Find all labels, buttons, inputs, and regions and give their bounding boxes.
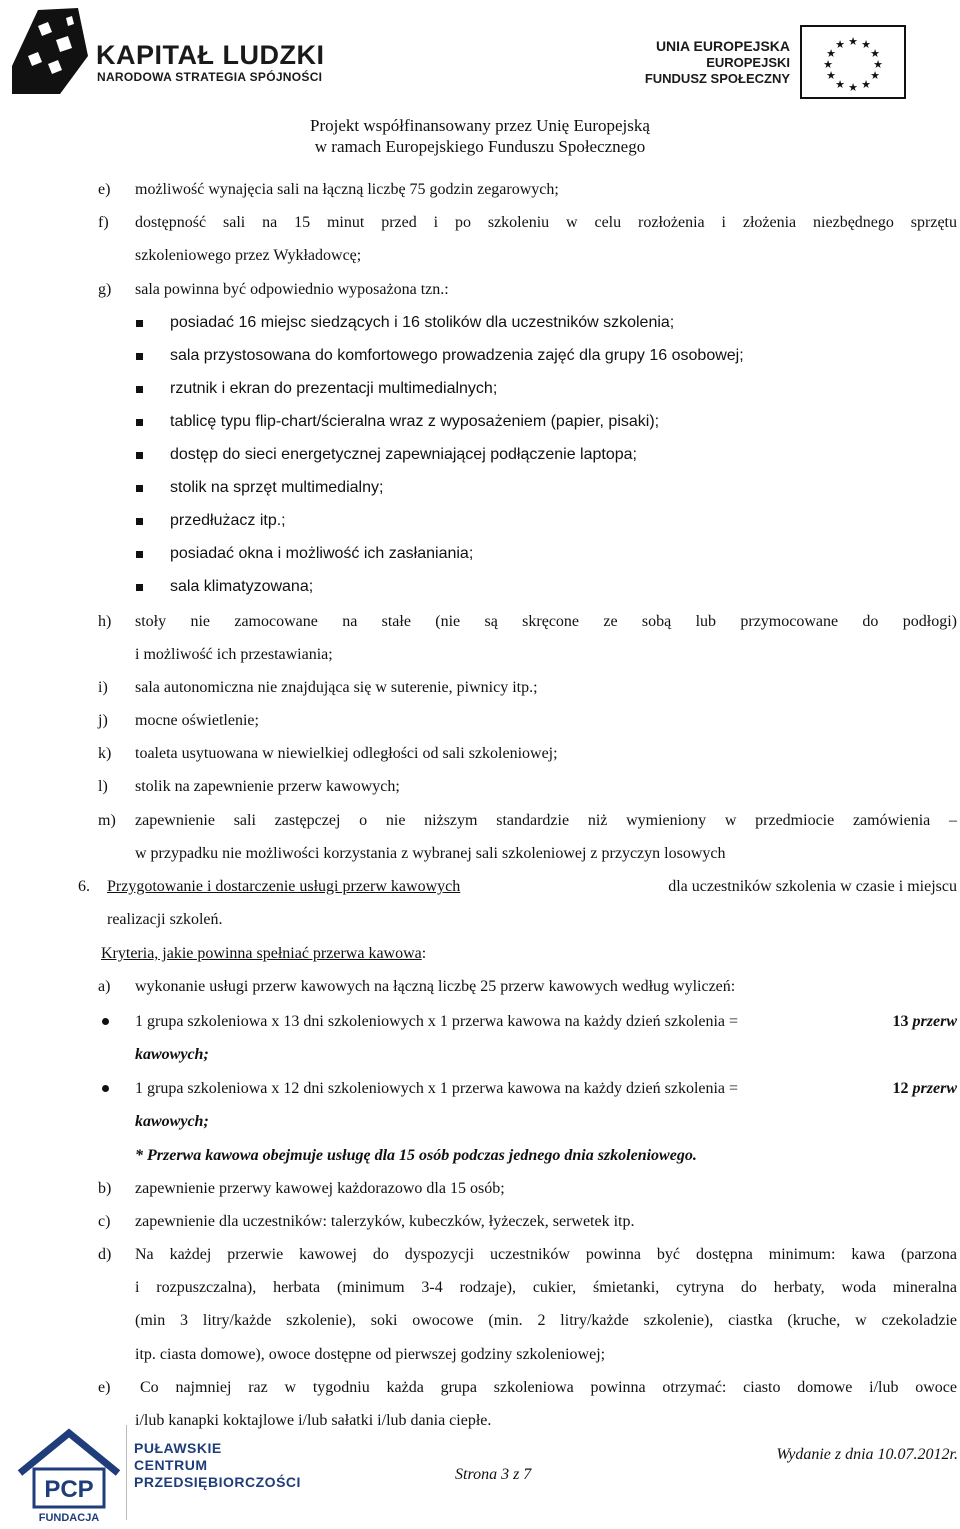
svg-text:★: ★ [870,69,880,82]
square-bullet-icon [136,584,143,591]
svg-text:★: ★ [848,81,858,94]
s6-item-c-text: zapewnienie dla uczestników: talerzyków, kubeczków, łyżeczek, serwetek itp. [135,1213,635,1230]
svg-text:★: ★ [826,69,836,82]
bullet2-text: 1 grupa szkoleniowa x 12 dni szkoleniowych x 1 przerwa kawowa na każdy dzień szkolenia = [135,1080,739,1097]
svg-text:★: ★ [826,47,836,60]
section-6-title-line2: realizacji szkoleń. [107,911,223,928]
s6-item-b-text: zapewnienie przerwy kawowej każdorazowo dla 15 osób; [135,1180,505,1197]
eu-flag-icon [800,25,906,99]
pcp-name-line2: CENTRUM [134,1457,208,1473]
list-item: sala przystosowana do komfortowego prowadzenia zajęć dla grupy 16 osobowej; [170,347,744,364]
bullet2-line2: kawowych; [135,1113,209,1130]
ue-label-line3: FUNDUSZ SPOŁECZNY [644,71,790,86]
s6-item-c-label: c) [98,1213,111,1230]
coffee-break-note: * Przerwa kawowa obejmuje usługę dla 15 osób podczas jednego dnia szkoleniowego. [135,1147,697,1164]
pcp-name-line3: PRZEDSIĘBIORCZOŚCI [134,1474,301,1490]
square-bullet-icon [136,452,143,459]
item-f-text-line1: dostępność sali na 15 minut przed i po szkoleniu w celu rozłożenia i złożenia niezbędnego sprzętu [135,214,957,231]
item-k-text: toaleta usytuowana w niewielkiej odległości od sali szkoleniowej; [135,745,558,762]
criteria-heading [101,944,426,964]
svg-text:★: ★ [870,47,880,60]
item-f-text-line2: szkoleniowego przez Wykładowcę; [135,247,362,264]
svg-text:★: ★ [848,35,858,48]
bullet1-count: 13 [892,1013,909,1030]
bullet1-line2: kawowych; [135,1046,209,1063]
item-m-label: m) [98,812,116,829]
list-item: sala klimatyzowana; [170,578,314,595]
s6-item-e-line2: i/lub kanapki koktajlowe i/lub sałatki i/lub dania ciepłe. [135,1412,492,1429]
square-bullet-icon [136,518,143,525]
item-e-text: możliwość wynajęcia sali na łączną liczbę 75 godzin zegarowych; [135,181,559,198]
s6-item-a-label: a) [98,978,111,995]
pcp-logo-sub: FUNDACJA [38,1512,100,1524]
item-j-label: j) [98,712,108,729]
item-m-text-line2: w przypadku nie możliwości korzystania z wybranej sali szkoleniowej z przyczyn losowych [135,845,726,862]
ue-label-line1: UNIA EUROPEJSKA [655,38,790,54]
bullet2-unit: przerw [912,1080,957,1097]
s6-item-b-label: b) [98,1180,112,1197]
pcp-name [134,1440,301,1491]
square-bullet-icon [136,485,143,492]
list-item: rzutnik i ekran do prezentacji multimedialnych; [170,380,498,397]
s6-item-d-label: d) [98,1246,112,1263]
kapital-ludzki-title: KAPITAŁ LUDZKI [96,40,325,70]
square-bullet-icon [136,419,143,426]
list-item: tablicę typu flip-chart/ścieralna wraz z wyposażeniem (papier, pisaki); [170,413,660,430]
item-j-text: mocne oświetlenie; [135,712,259,729]
item-i-label: i) [98,679,108,696]
list-item: posiadać 16 miejsc siedzących i 16 stolików dla uczestników szkolenia; [170,314,675,331]
pcp-house-icon [14,1425,124,1525]
s6-item-d-line3: (min 3 litry/każde szkolenie), soki owocowe (min. 2 litry/każde szkolenie), ciastka (kruche, w czekoladzie [135,1312,957,1329]
item-e-label: e) [98,181,111,198]
section-6-title-line1 [107,877,957,897]
svg-text:★: ★ [835,78,845,91]
kapital-ludzki-logo-icon [8,6,92,96]
item-h-text-line2: i możliwość ich przestawiania; [135,646,333,663]
svg-text:★: ★ [873,58,883,71]
item-l-label: l) [98,778,108,795]
item-l-text: stolik na zapewnienie przerw kawowych; [135,778,400,795]
square-bullet-icon [136,353,143,360]
page-header [0,0,960,110]
bullet1-line1 [135,1012,957,1032]
section-6-title-underlined: Przygotowanie i dostarczenie usługi przerw kawowych [107,878,461,895]
list-item: stolik na sprzęt multimedialny; [170,479,384,496]
item-h-text-line1: stoły nie zamocowane na stałe (nie są skręcone ze sobą lub przymocowane do podłogi) [135,613,957,630]
s6-item-d-line4: itp. ciasta domowe), owoce dostępne od pierwszej godziny szkoleniowej; [135,1346,606,1363]
svg-text:★: ★ [835,38,845,51]
bullet2-count: 12 [892,1080,909,1097]
s6-item-a-text: wykonanie usługi przerw kawowych na łączną liczbę 25 przerw kawowych według wyliczeń: [135,978,736,995]
criteria-heading-underlined: Kryteria, jakie powinna spełniać przerwa kawowa [101,945,422,962]
footer-divider [126,1425,127,1520]
item-g-label: g) [98,281,112,298]
ue-label-line2: EUROPEJSKI [706,55,790,70]
kapital-ludzki-subtitle: NARODOWA STRATEGIA SPÓJNOŚCI [97,70,323,84]
list-item: dostęp do sieci energetycznej zapewniającej podłączenie laptopa; [170,446,637,463]
square-bullet-icon [136,551,143,558]
round-bullet-icon [102,1085,109,1092]
pcp-foundation-logo [14,1425,124,1525]
project-line-1: Projekt współfinansowany przez Unię Europejską [310,116,650,135]
svg-text:★: ★ [823,58,833,71]
list-item: przedłużacz itp.; [170,512,286,529]
item-i-text: sala autonomiczna nie znajdująca się w suterenie, piwnicy itp.; [135,679,538,696]
pcp-name-line1: PUŁAWSKIE [134,1440,222,1456]
item-k-label: k) [98,745,112,762]
item-h-label: h) [98,613,112,630]
s6-item-d-line2: i rozpuszczalna), herbata (minimum 3-4 rodzaje), cukier, śmietanki, cytryna do herbaty, woda mineralna [135,1279,957,1296]
square-bullet-icon [136,320,143,327]
svg-text:★: ★ [861,38,871,51]
criteria-heading-colon: : [421,945,427,962]
item-g-text: sala powinna być odpowiednio wyposażona tzn.: [135,281,449,298]
list-item: posiadać okna i możliwość ich zasłaniania; [170,545,474,562]
s6-item-d-line1: Na każdej przerwie kawowej do dyspozycji uczestników powinna być dostępna minimum: kawa (parzona [135,1246,957,1263]
s6-item-e-label: e) [98,1379,111,1396]
section-6-number: 6. [78,878,90,895]
s6-item-e-line1: Co najmniej raz w tygodniu każda grupa szkoleniowa powinna otrzymać: ciasto domowe i/lub owoce [140,1379,957,1396]
page-number: Strona 3 z 7 [455,1466,532,1483]
bullet2-line1 [135,1079,957,1099]
item-f-label: f) [98,214,109,231]
svg-text:★: ★ [861,78,871,91]
square-bullet-icon [136,386,143,393]
bullet1-unit: przerw [912,1013,957,1030]
item-m-text-line1: zapewnienie sali zastępczej o nie niższym standardzie niż wymieniony w przedmiocie zamówienia – [135,812,957,829]
pcp-logo-text: PCP [44,1476,94,1503]
round-bullet-icon [102,1018,109,1025]
edition-date: Wydanie z dnia 10.07.2012r. [776,1446,958,1463]
bullet1-text: 1 grupa szkoleniowa x 13 dni szkoleniowych x 1 przerwa kawowa na każdy dzień szkolenia = [135,1013,739,1030]
project-line-2: w ramach Europejskiego Funduszu Społecznego [314,137,646,156]
section-6-title-rest: dla uczestników szkolenia w czasie i miejscu [668,878,957,895]
